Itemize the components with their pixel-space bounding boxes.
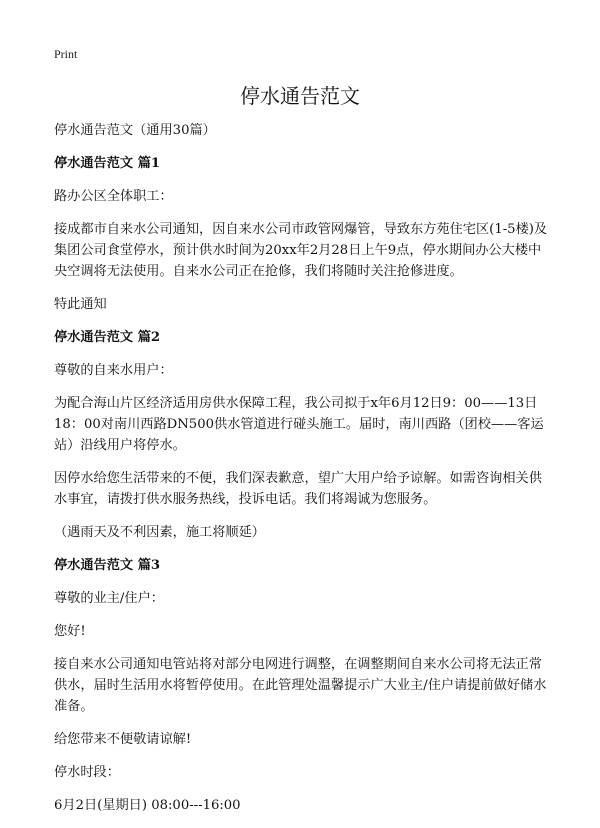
intro-text: 停水通告范文（通用30篇） [54, 123, 216, 138]
section-heading-2: 停水通告范文 篇2 [54, 330, 161, 345]
paragraph: 尊敬的业主/住户： [54, 591, 164, 606]
section-heading-1: 停水通告范文 篇1 [54, 156, 161, 171]
paragraph: 接成都市自来水公司通知，因自来水公司市政管网爆管，导致东方苑住宅区(1-5楼)及集团公司食堂停水，预计供水时间为20xx年2月28日上午9点，停水期间办公大楼中央空调将无法使用。自来水公司正在抢修，我们将随时关注抢修进度。 [54, 222, 548, 279]
paragraph: 给您带来不便敬请谅解! [54, 732, 192, 747]
section-heading-3: 停水通告范文 篇3 [54, 558, 161, 573]
paragraph: （遇雨天及不利因素，施工将顺延） [54, 525, 265, 540]
paragraph: 您好! [54, 624, 86, 639]
document-body [54, 120, 548, 828]
paragraph: 因停水给您生活带来的不便，我们深表歉意，望广大用户给予谅解。如需咨询相关供水事宜，请拨打供水服务热线，投诉电话。我们将竭诚为您服务。 [54, 471, 542, 507]
page-title: 停水通告范文 [240, 84, 360, 108]
paragraph: 特此通知 [54, 297, 107, 312]
paragraph: 6月2日(星期日) 08:00---16:00 [54, 798, 241, 813]
paragraph: 接自来水公司通知电管站将对部分电网进行调整，在调整期间自来水公司将无法正常供水，届时生活用水将暂停使用。在此管理处温馨提示广大业主/住户请提前做好储水准备。 [54, 657, 547, 714]
paragraph: 为配合海山片区经济适用房供水保障工程，我公司拟于x年6月12日9：00——13日18：00对南川西路DN500供水管道进行碰头施工。届时，南川西路（团校——客运站）沿线用户将停水。 [54, 396, 544, 453]
paragraph: 尊敬的自来水用户： [54, 363, 173, 378]
print-link[interactable]: Print [54, 47, 78, 61]
paragraph: 路办公区全体职工： [54, 189, 173, 204]
paragraph: 停水时段： [54, 765, 120, 780]
